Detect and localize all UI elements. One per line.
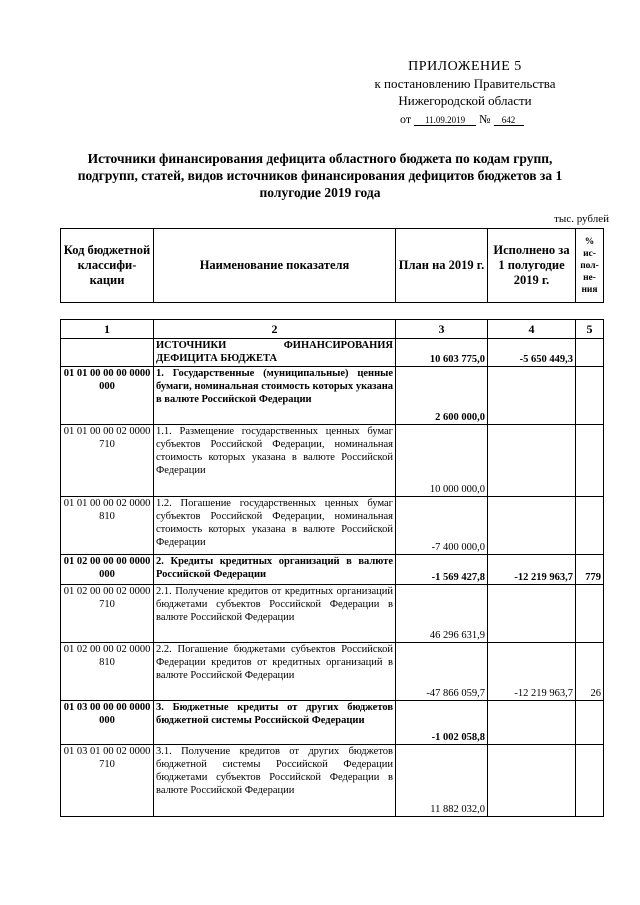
table-row <box>61 643 604 701</box>
row-code <box>61 339 154 367</box>
appendix-date-line <box>400 112 524 127</box>
units-label: тыс. рублей <box>554 213 609 225</box>
row-percent <box>576 701 604 745</box>
header-table <box>60 228 604 303</box>
row-name: 2. Кредиты кредитных организаций в валюте Российской Федерации <box>154 555 396 585</box>
header-percent: % ис-пол-не-ния <box>576 229 604 303</box>
row-name: 1. Государственные (муниципальные) ценные бумаги, номинальная стоимость которых указана в валюте Российской Федерации <box>154 367 396 425</box>
row-name: 3. Бюджетные кредиты от других бюджетов бюджетной системы Российской Федерации <box>154 701 396 745</box>
table-row <box>61 555 604 585</box>
row-plan: 10 603 775,0 <box>396 339 488 367</box>
table-row <box>61 339 604 367</box>
row-code: 01 01 00 00 02 0000 710 <box>61 425 154 497</box>
row-code: 01 03 00 00 00 0000 000 <box>61 701 154 745</box>
number-label: № <box>479 112 491 126</box>
header-executed: Исполнено за 1 полугодие 2019 г. <box>488 229 576 303</box>
column-number: 5 <box>576 320 604 339</box>
row-code: 01 01 00 00 00 0000 000 <box>61 367 154 425</box>
appendix-line-2: Нижегородской области <box>398 93 532 108</box>
appendix-line-1: к постановлению Правительства <box>374 76 556 91</box>
row-plan: 11 882 032,0 <box>396 745 488 817</box>
appendix-block <box>340 58 590 109</box>
table-row <box>61 745 604 817</box>
row-percent <box>576 745 604 817</box>
row-plan: -1 569 427,8 <box>396 555 488 585</box>
appendix-number: 642 <box>494 115 524 126</box>
row-code: 01 01 00 00 02 0000 810 <box>61 497 154 555</box>
column-number: 3 <box>396 320 488 339</box>
row-executed <box>488 585 576 643</box>
row-code: 01 02 00 00 00 0000 000 <box>61 555 154 585</box>
row-plan: 46 296 631,9 <box>396 585 488 643</box>
table-row <box>61 585 604 643</box>
row-percent <box>576 367 604 425</box>
row-percent <box>576 425 604 497</box>
data-table <box>60 319 604 817</box>
row-name: 2.1. Получение кредитов от кредитных организаций бюджетами субъектов Российской Федерации в валюте Российской Федерации <box>154 585 396 643</box>
row-name: 3.1. Получение кредитов от других бюджетов бюджетной системы Российской Федерации бюджетами субъектов Российской Федерации в валюте Российской Федерации <box>154 745 396 817</box>
row-percent <box>576 339 604 367</box>
row-plan: 2 600 000,0 <box>396 367 488 425</box>
table-row <box>61 701 604 745</box>
row-plan: -7 400 000,0 <box>396 497 488 555</box>
column-number: 4 <box>488 320 576 339</box>
table-row <box>61 497 604 555</box>
appendix-title: ПРИЛОЖЕНИЕ 5 <box>408 59 522 74</box>
row-executed <box>488 745 576 817</box>
row-executed <box>488 497 576 555</box>
row-code: 01 03 01 00 02 0000 710 <box>61 745 154 817</box>
header-plan: План на 2019 г. <box>396 229 488 303</box>
column-number-row <box>61 320 604 339</box>
row-executed: -12 219 963,7 <box>488 555 576 585</box>
row-percent <box>576 585 604 643</box>
row-name: 1.2. Погашение государственных ценных бумаг субъектов Российской Федерации, номинальная стоимость которых указана в валюте Российской Федерации <box>154 497 396 555</box>
column-number: 1 <box>61 320 154 339</box>
appendix-date: 11.09.2019 <box>414 115 476 126</box>
row-name: 1.1. Размещение государственных ценных бумаг субъектов Российской Федерации, номинальная стоимость которых указана в валюте Российской Федерации <box>154 425 396 497</box>
row-executed <box>488 701 576 745</box>
row-name: ИСТОЧНИКИ ФИНАНСИРОВАНИЯ ДЕФИЦИТА БЮДЖЕТА <box>154 339 396 367</box>
header-code: Код бюджетной классифи-кации <box>61 229 154 303</box>
row-executed: -5 650 449,3 <box>488 339 576 367</box>
table-row <box>61 425 604 497</box>
header-name: Наименование показателя <box>154 229 396 303</box>
row-executed: -12 219 963,7 <box>488 643 576 701</box>
row-plan: -47 866 059,7 <box>396 643 488 701</box>
row-code: 01 02 00 00 02 0000 710 <box>61 585 154 643</box>
row-executed <box>488 425 576 497</box>
row-plan: 10 000 000,0 <box>396 425 488 497</box>
document-title: Источники финансирования дефицита областного бюджета по кодам групп, подгрупп, статей, видов источников финансирования дефицитов бюджетов за 1 полугодие 2019 года <box>77 151 563 200</box>
table-row <box>61 367 604 425</box>
row-executed <box>488 367 576 425</box>
row-percent: 779 <box>576 555 604 585</box>
row-percent: 26 <box>576 643 604 701</box>
row-code: 01 02 00 00 02 0000 810 <box>61 643 154 701</box>
row-plan: -1 002 058,8 <box>396 701 488 745</box>
column-number: 2 <box>154 320 396 339</box>
row-percent <box>576 497 604 555</box>
row-name: 2.2. Погашение бюджетами субъектов Российской Федерации кредитов от кредитных организаций в валюте Российской Федерации <box>154 643 396 701</box>
from-label: от <box>400 112 412 126</box>
